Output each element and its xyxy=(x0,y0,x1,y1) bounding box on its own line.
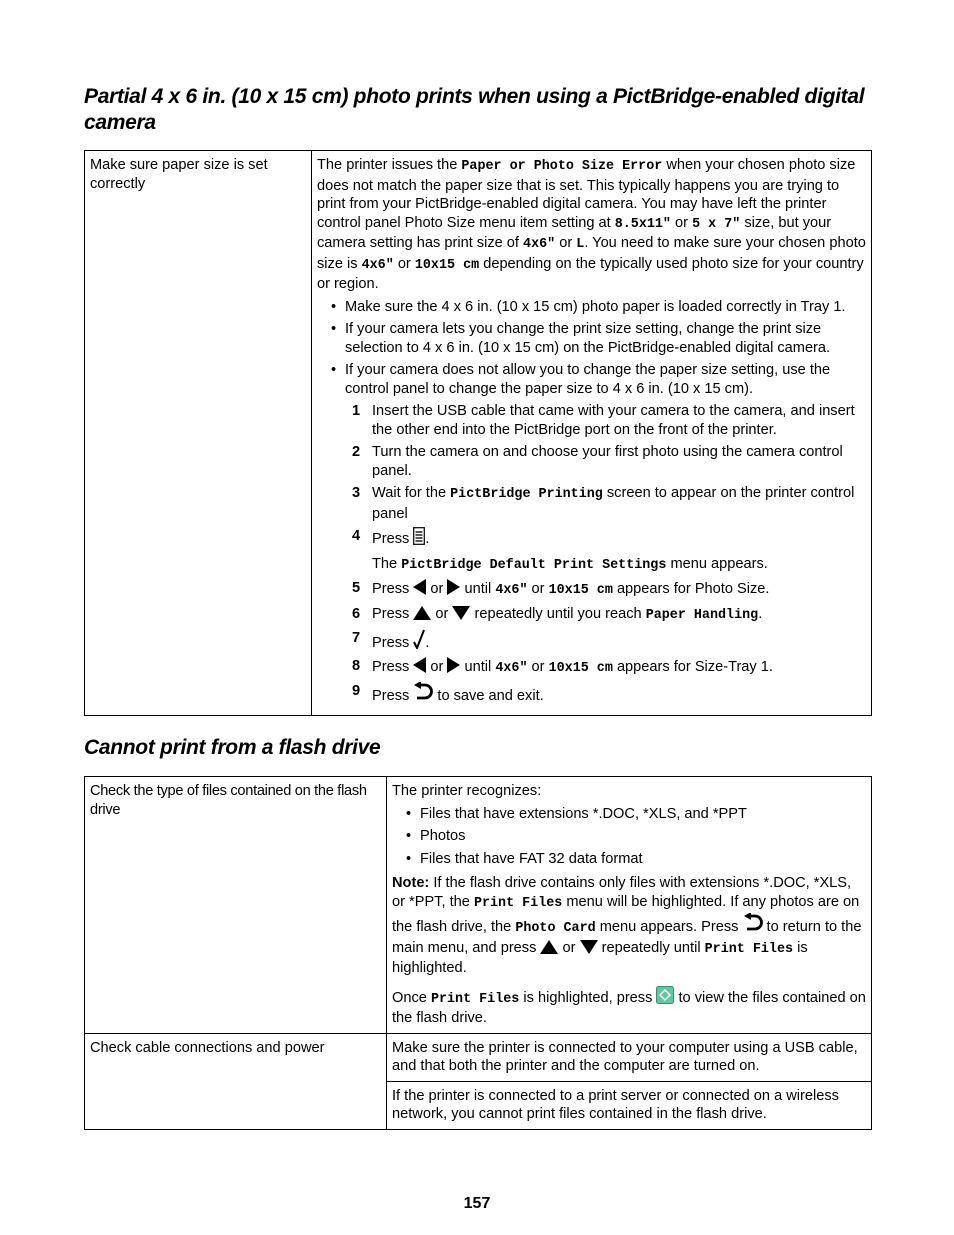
step-8: 8 Press or until 4x6" or 10x15 cm appears for Size-Tray 1. xyxy=(352,657,773,676)
down-arrow-icon xyxy=(452,606,470,620)
list-item: • Files that have FAT 32 data format xyxy=(392,850,866,869)
step-5: 5 Press or until 4x6" or 10x15 cm appears for Photo Size. xyxy=(352,580,770,598)
flash-drive-troubleshoot-table xyxy=(84,776,872,1130)
step-2: 2 Turn the camera on and choose your first photo using the camera control panel. xyxy=(352,444,843,479)
step-4: 4 Press . The PictBridge Default Print Settings menu appears. xyxy=(352,528,768,573)
section-title-flash-drive: Cannot print from a flash drive xyxy=(84,736,381,759)
check-cell: Check cable connections and power xyxy=(85,1033,387,1129)
check-cell: Check the type of files contained on the flash drive xyxy=(85,777,387,1034)
list-item: • If your camera lets you change the print size setting, change the print size selection to 4 x 6 in. (10 x 15 cm) on the PictBridge-enabled digital camera. xyxy=(317,320,866,357)
start-button-icon xyxy=(656,986,674,1004)
left-arrow-icon xyxy=(413,657,426,673)
page-number: 157 xyxy=(463,1195,491,1212)
list-item: • Photos xyxy=(392,827,866,846)
note-paragraph: Note: If the flash drive contains only files with extensions *.DOC, *XLS, or *PPT, the Print Files menu will be highlighted. If any photos are on the flash drive, the Photo Card menu appears. Press to return to the main menu, and press or repeatedly until Print Files is highlighted. xyxy=(392,875,862,976)
right-arrow-icon xyxy=(447,657,460,673)
solution-cell: The printer recognizes: • Files that have extensions *.DOC, *XLS, and *PPT • Photos • Files that have FAT 32 data format Note: If the flash drive contains only files with extensions *.DOC, *XLS, or *PPT, the Print Files menu will be highlighted. If any photos are on the flash drive, the Photo Card menu appears. Press to return to the main menu, and press or repeatedly until Print Files is highlighted. Once Print Files is highlighted, press to view the files contained on the flash drive. xyxy=(387,777,872,1034)
right-arrow-icon xyxy=(447,579,460,595)
bullet-list xyxy=(317,298,866,399)
step-6: 6 Press or repeatedly until you reach Paper Handling. xyxy=(352,605,763,623)
step-9: 9 Press to save and exit. xyxy=(352,683,544,704)
menu-icon xyxy=(413,527,425,545)
step-3: 3 Wait for the PictBridge Printing screen to appear on the printer control panel xyxy=(352,485,855,522)
table-row xyxy=(85,777,872,1034)
step-list xyxy=(317,402,866,706)
up-arrow-icon xyxy=(540,940,558,954)
list-item: • Make sure the 4 x 6 in. (10 x 15 cm) photo paper is loaded correctly in Tray 1. xyxy=(317,298,866,317)
list-item: • If your camera does not allow you to change the paper size setting, use the control panel to change the paper size to 4 x 6 in. (10 x 15 cm). xyxy=(317,361,866,398)
back-arrow-icon xyxy=(743,913,763,933)
intro-paragraph: The printer issues the Paper or Photo Size Error when your chosen photo size does not match the paper size that is set. This typically happens you are trying to print from your PictBridge-enabled digital camera. You may have left the printer control panel Photo Size menu item setting at 8.5x11" or 5 x 7" size, but your camera setting has print size of 4x6" or L. You need to make sure your chosen photo size is 4x6" or 10x15 cm depending on the typically used photo size for your country or region. xyxy=(317,157,866,292)
pictbridge-troubleshoot-table xyxy=(84,150,872,716)
step-1: 1 Insert the USB cable that came with your camera to the camera, and insert the other end into the PictBridge port on the front of the printer. xyxy=(352,403,855,438)
section-title-partial-prints: Partial 4 x 6 in. (10 x 15 cm) photo prints when using a PictBridge-enabled digital camera xyxy=(84,85,865,134)
up-arrow-icon xyxy=(413,606,431,620)
check-cell: Make sure paper size is set correctly xyxy=(85,151,312,716)
list-item: • Files that have extensions *.DOC, *XLS, and *PPT xyxy=(392,805,866,824)
solution-cell: If the printer is connected to a print server or connected on a wireless network, you cannot print files contained in the flash drive. xyxy=(387,1081,872,1129)
error-code: Paper or Photo Size Error xyxy=(461,159,663,174)
checkmark-icon xyxy=(413,629,425,649)
left-arrow-icon xyxy=(413,579,426,595)
table-row xyxy=(85,151,872,716)
solution-cell: Make sure the printer is connected to your computer using a USB cable, and that both the printer and the computer are turned on. xyxy=(387,1033,872,1081)
solution-cell xyxy=(312,151,872,716)
bullet-list xyxy=(392,805,866,869)
back-arrow-icon xyxy=(413,682,433,702)
once-paragraph: Once Print Files is highlighted, press to view the files contained on the flash drive. xyxy=(392,986,866,1028)
step-7: 7 Press . xyxy=(352,630,430,651)
table-row xyxy=(85,1033,872,1081)
down-arrow-icon xyxy=(580,940,598,954)
